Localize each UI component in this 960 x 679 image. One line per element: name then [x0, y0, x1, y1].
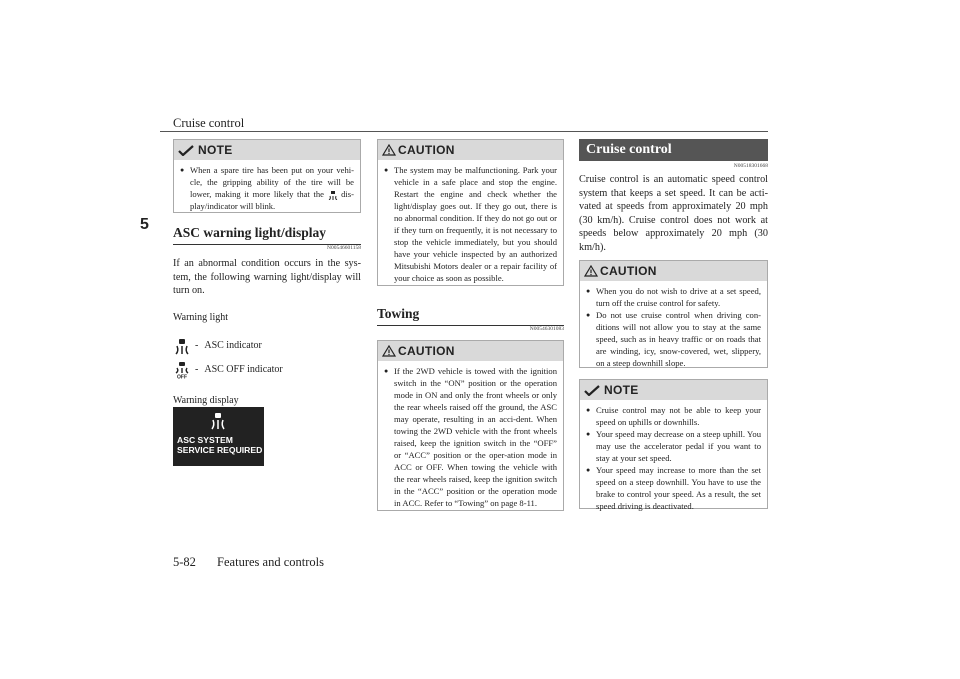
note-item: ● Your speed may decrease on a steep uphill. You may use the accelerator pedal if you want to stay at your set speed.	[586, 428, 761, 464]
note-box	[173, 139, 361, 213]
caution-heading	[378, 341, 563, 361]
note-heading	[580, 380, 767, 400]
cruise-section	[579, 139, 768, 254]
cruise-intro: Cruise control is an automatic speed control system that keeps a set speed. It can be acti-vated at speeds from approximately 20 mph (30 km/h). Cruise control does not work at speeds below approximately 20 mph (30 km/h).	[579, 174, 768, 253]
asc-indicator-row: - ASC indicator	[173, 337, 361, 355]
caution-item: ● Do not use cruise control when driving con-ditions will not allow you to stay at the same speed, such as in heavy traffic or on roads that are winding, icy, snow-covered, wet, slippery, on a steep downhill slope.	[586, 309, 761, 369]
note-item	[180, 164, 354, 212]
asc-off-indicator-row: OFF - ASC OFF indicator	[173, 361, 361, 379]
asc-intro: If an abnormal condition occurs in the sys-tem, the following warning light/display will turn on.	[173, 258, 361, 296]
caution-item: ● If the 2WD vehicle is towed with the ignition switch in the “ON” position or the operation mode in ON and only the front wheels or only the rear wheels raised off the ground, the ASC may operate, resulting in an acci-dent. When towing the 2WD vehicle with the front wheels raised, keep the ignition switch in the “OFF” or “ACC” position or the oper-ation mode in ACC or OFF. When towing the vehicle with the rear wheels raised, keep the ignition switch in the “ACC” position or the operation mode in ACC. Refer to “Towing” on page 8-11.	[384, 365, 557, 509]
svg-text:OFF: OFF	[177, 374, 187, 379]
caution-box-2	[377, 340, 564, 511]
asc-code: N00546601158	[326, 245, 361, 251]
towing-section	[377, 306, 564, 332]
note-icon	[584, 385, 600, 396]
running-header: Cruise control	[173, 116, 245, 130]
warning-display-label: Warning display	[173, 394, 239, 406]
warning-light-label: Warning light	[173, 311, 229, 323]
asc-section	[173, 225, 361, 406]
note-item: ● Cruise control may not be able to keep your speed on uphills or downhills.	[586, 404, 761, 428]
asc-service-display	[173, 407, 264, 466]
cruise-code: N00518301668	[733, 163, 768, 169]
footer-section: Features and controls	[217, 555, 324, 569]
note-icon	[178, 145, 194, 156]
caution-label: CAUTION	[398, 344, 455, 358]
display-line-1: ASC SYSTEM	[177, 435, 233, 445]
caution-item: ● When you do not wish to drive at a set speed, turn off the cruise control for safety.	[586, 285, 761, 309]
page-footer	[173, 555, 342, 570]
caution-box-1	[377, 139, 564, 286]
chapter-tab: 5	[140, 216, 155, 246]
note-label: NOTE	[604, 383, 639, 397]
towing-code: N00546301083	[529, 326, 564, 332]
note-label: NOTE	[198, 143, 233, 157]
asc-section-title: ASC warning light/display	[173, 225, 361, 245]
caution-item: ● The system may be malfunctioning. Park your vehicle in a safe place and stop the engine. Restart the engine and check whether the light/display goes out. If they go out, there is no abnormal condition. If they do not go out or if they turn on frequently, it is not necessary to stop the vehicle immediately, but you should have your vehicle inspected by an authorized Mitsubishi Motors dealer or a repair facility of your choice as soon as possible.	[384, 164, 557, 284]
caution-heading	[378, 140, 563, 160]
asc-indicator-icon	[173, 337, 191, 355]
asc-indicator-label: ASC indicator	[204, 340, 262, 351]
display-line-2: SERVICE REQUIRED	[177, 445, 263, 455]
asc-off-indicator-label: ASC OFF indicator	[204, 364, 283, 375]
note-item: ● Your speed may increase to more than the set speed on a steep downhill. You have to use the brake to control your speed. As a result, the set speed driving is deactivated.	[586, 464, 761, 512]
note-item-text-cont: dis-play/indicator will blink.	[190, 189, 354, 212]
asc-off-indicator-icon	[173, 361, 191, 379]
warning-triangle-icon	[382, 144, 396, 156]
cruise-note-box	[579, 379, 768, 509]
caution-heading	[580, 261, 767, 281]
warning-triangle-icon	[382, 345, 396, 357]
towing-title: Towing	[377, 306, 564, 326]
cruise-caution-box	[579, 260, 768, 368]
caution-label: CAUTION	[600, 264, 657, 278]
header-rule	[160, 131, 768, 132]
note-heading	[174, 140, 360, 160]
page-number: 5-82	[173, 555, 196, 569]
caution-label: CAUTION	[398, 143, 455, 157]
cruise-title: Cruise control	[579, 139, 768, 161]
asc-display-icon	[208, 411, 228, 433]
asc-icon	[328, 190, 338, 200]
note-item-text: When a spare tire has been put on your vehi-cle, the gripping ability of the tire will be lower, making it more likely that the	[190, 165, 354, 199]
warning-triangle-icon	[584, 265, 598, 277]
